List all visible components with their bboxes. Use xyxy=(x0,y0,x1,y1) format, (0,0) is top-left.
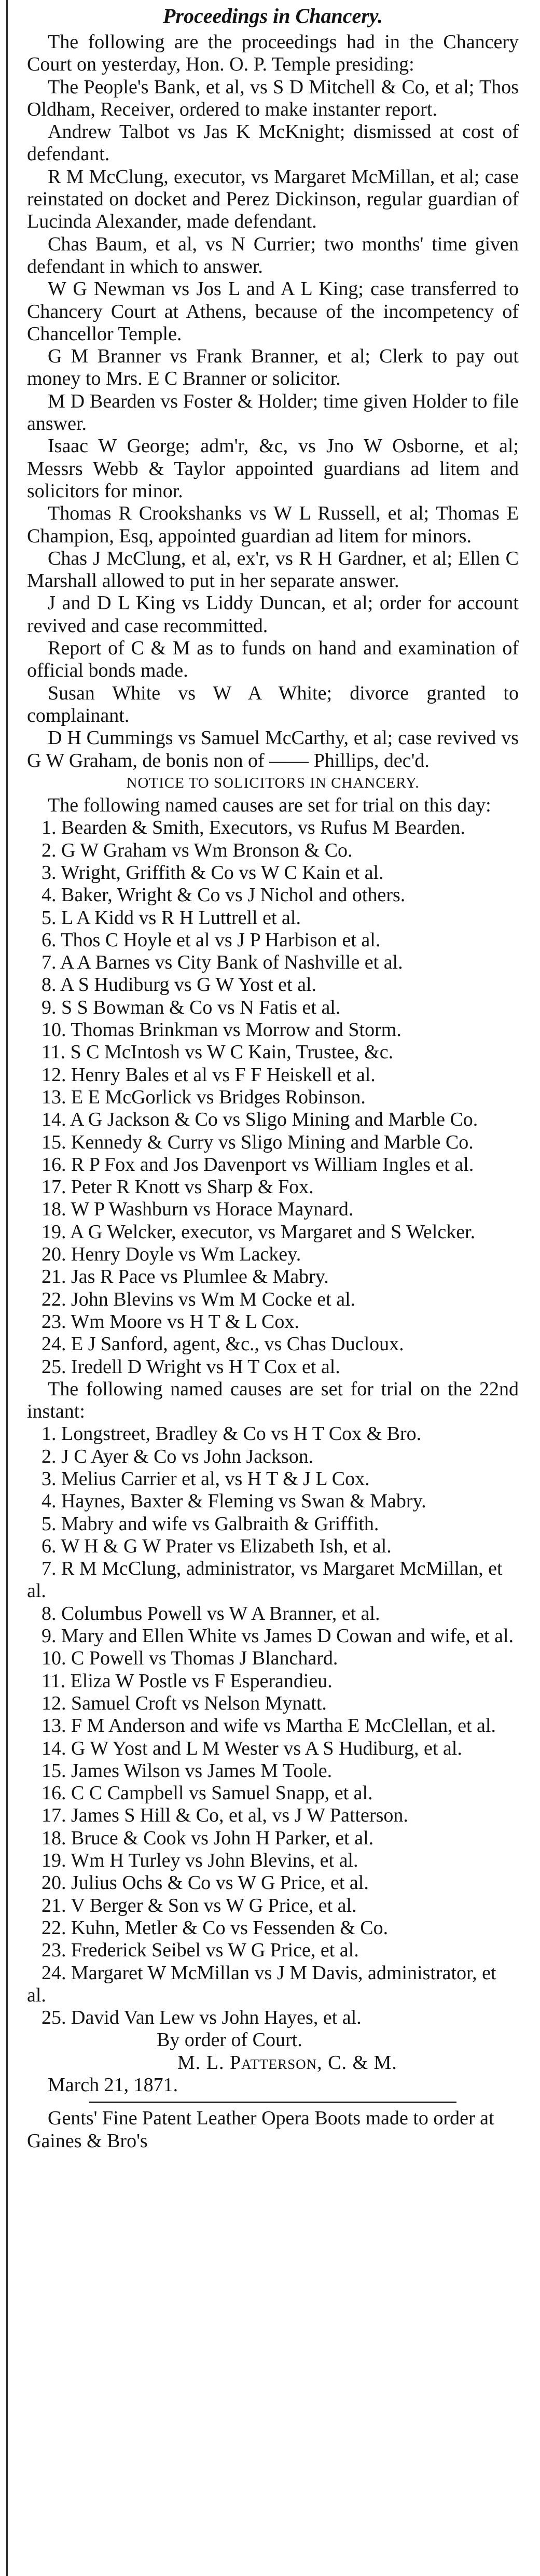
trial-cause-item: 22. John Blevins vs Wm M Cocke et al. xyxy=(41,1288,356,1310)
trial-cause-item: 23. Wm Moore vs H T & L Cox. xyxy=(41,1310,299,1333)
proceeding-paragraph: M D Bearden vs Foster & Holder; time given Holder to file answer. xyxy=(27,390,519,435)
first-list-intro: The following named causes are set for trial on this day: xyxy=(48,794,491,817)
trial-cause-item: 17. Peter R Knott vs Sharp & Fox. xyxy=(41,1176,314,1198)
trial-cause-item: 4. Baker, Wright & Co vs J Nichol and others. xyxy=(41,884,406,906)
trial-cause-item: 15. James Wilson vs James M Toole. xyxy=(41,1759,333,1782)
second-list-intro: The following named causes are set for trial on the 22nd instant: xyxy=(27,1378,519,1423)
trial-cause-item: 1. Longstreet, Bradley & Co vs H T Cox & Bro. xyxy=(41,1423,422,1445)
trial-cause-item: 3. Melius Carrier et al, vs H T & J L Cox. xyxy=(41,1468,370,1490)
trial-cause-item: 18. W P Washburn vs Horace Maynard. xyxy=(41,1198,354,1221)
trial-cause-item: 14. G W Yost and L M Wester vs A S Hudiburg, et al. xyxy=(41,1737,462,1759)
trial-cause-item: 8. A S Hudiburg vs G W Yost et al. xyxy=(41,974,316,996)
trial-cause-item: 23. Frederick Seibel vs W G Price, et al. xyxy=(41,1939,359,1962)
proceeding-paragraph: Susan White vs W A White; divorce granted to complainant. xyxy=(27,682,519,726)
trial-cause-item: 20. Henry Doyle vs Wm Lackey. xyxy=(41,1243,301,1266)
proceeding-paragraph: Thomas R Crookshanks vs W L Russell, et al; Thomas E Champion, Esq, appointed guardian ad litem for minors. xyxy=(27,502,519,547)
trial-cause-item: 9. Mary and Ellen White vs James D Cowan and wife, et al. xyxy=(41,1625,514,1647)
trial-cause-item: 7. A A Barnes vs City Bank of Nashville et al. xyxy=(41,951,403,974)
proceeding-paragraph: The following are the proceedings had in the Chancery Court on yesterday, Hon. O. P. Temple presiding: xyxy=(27,31,519,76)
proceeding-paragraph: G M Branner vs Frank Branner, et al; Clerk to pay out money to Mrs. E C Branner or solicitor. xyxy=(27,345,519,390)
trial-cause-item: 13. E E McGorlick vs Bridges Robinson. xyxy=(41,1086,366,1108)
proceeding-paragraph: The People's Bank, et al, vs S D Mitchell & Co, et al; Thos Oldham, Receiver, ordered to make instanter report. xyxy=(27,76,519,120)
trial-cause-item: 24. Margaret W McMillan vs J M Davis, administrator, et al. xyxy=(27,1962,496,2006)
trial-cause-item: 7. R M McClung, administrator, vs Margaret McMillan, et al. xyxy=(27,1558,503,1602)
trial-cause-item: 5. L A Kidd vs R H Luttrell et al. xyxy=(41,906,301,929)
trial-cause-item: 21. V Berger & Son vs W G Price, et al. xyxy=(41,1894,357,1916)
trial-cause-item: 16. R P Fox and Jos Davenport vs William Ingles et al. xyxy=(41,1153,474,1175)
column-rule xyxy=(6,0,8,2576)
first-trial-list xyxy=(27,817,519,1378)
proceeding-paragraph: R M McClung, executor, vs Margaret McMillan, et al; case reinstated on docket and Perez Dickinson, regular guardian of Lucinda Alexander, made defendant. xyxy=(27,165,519,233)
proceeding-paragraph: Isaac W George; adm'r, &c, vs Jno W Osborne, et al; Messrs Webb & Taylor appointed guardians ad litem and solicitors for minor. xyxy=(27,435,519,502)
trial-cause-item: 12. Samuel Croft vs Nelson Mynatt. xyxy=(41,1692,327,1714)
notice-heading: NOTICE TO SOLICITORS IN CHANCERY. xyxy=(126,774,420,791)
trial-cause-item: 10. Thomas Brinkman vs Morrow and Storm. xyxy=(41,1019,401,1041)
trial-cause-item: 2. J C Ayer & Co vs John Jackson. xyxy=(41,1445,314,1467)
trial-cause-item: 24. E J Sanford, agent, &c., vs Chas Ducloux. xyxy=(41,1333,404,1355)
trial-cause-item: 11. Eliza W Postle vs F Esperandieu. xyxy=(41,1670,333,1692)
trial-cause-item: 11. S C McIntosh vs W C Kain, Trustee, &c. xyxy=(41,1041,394,1063)
trial-cause-item: 1. Bearden & Smith, Executors, vs Rufus M Bearden. xyxy=(41,817,465,839)
trial-cause-item: 20. Julius Ochs & Co vs W G Price, et al. xyxy=(41,1872,369,1894)
order-line: By order of Court. xyxy=(157,2029,302,2051)
trial-cause-item: 12. Henry Bales et al vs F F Heiskell et al. xyxy=(41,1063,376,1086)
proceeding-paragraph: J and D L King vs Liddy Duncan, et al; order for account revived and case recommitted. xyxy=(27,592,519,637)
proceeding-paragraph: W G Newman vs Jos L and A L King; case transferred to Chancery Court at Athens, because of the incompetency of Chancellor Temple. xyxy=(27,278,519,345)
article-title: Proceedings in Chancery. xyxy=(162,4,383,27)
trial-cause-item: 19. A G Welcker, executor, vs Margaret and S Welcker. xyxy=(41,1221,476,1243)
trial-cause-item: 5. Mabry and wife vs Galbraith & Griffith. xyxy=(41,1513,379,1535)
trial-cause-item: 16. C C Campbell vs Samuel Snapp, et al. xyxy=(41,1782,373,1804)
trial-cause-item: 25. David Van Lew vs John Hayes, et al. xyxy=(41,2007,362,2029)
trial-cause-item: 18. Bruce & Cook vs John H Parker, et al. xyxy=(41,1827,374,1849)
advertisement-fragment: Gents' Fine Patent Leather Opera Boots made to order at Gaines & Bro's xyxy=(27,2107,494,2152)
proceeding-paragraph: Chas J McClung, et al, ex'r, vs R H Gardner, et al; Ellen C Marshall allowed to put in her separate answer. xyxy=(27,547,519,592)
trial-cause-item: 4. Haynes, Baxter & Fleming vs Swan & Mabry. xyxy=(41,1490,426,1513)
trial-cause-item: 6. Thos C Hoyle et al vs J P Harbison et al. xyxy=(41,929,381,951)
trial-cause-item: 19. Wm H Turley vs John Blevins, et al. xyxy=(41,1850,358,1872)
trial-cause-item: 8. Columbus Powell vs W A Branner, et al. xyxy=(41,1602,380,1625)
trial-cause-item: 17. James S Hill & Co, et al, vs J W Patterson. xyxy=(41,1804,408,1827)
proceeding-paragraph: D H Cummings vs Samuel McCarthy, et al; case revived vs G W Graham, de bonis non of —— Phillips, dec'd. xyxy=(27,727,519,772)
trial-cause-item: 9. S S Bowman & Co vs N Fatis et al. xyxy=(41,996,341,1018)
trial-cause-item: 21. Jas R Pace vs Plumlee & Mabry. xyxy=(41,1266,329,1288)
article-column xyxy=(27,3,519,2152)
trial-cause-item: 3. Wright, Griffith & Co vs W C Kain et al. xyxy=(41,861,384,884)
trial-cause-item: 15. Kennedy & Curry vs Sligo Mining and Marble Co. xyxy=(41,1131,474,1153)
intro-paragraphs xyxy=(27,31,519,772)
trial-cause-item: 22. Kuhn, Metler & Co vs Fessenden & Co. xyxy=(41,1916,389,1939)
trial-cause-item: 2. G W Graham vs Wm Bronson & Co. xyxy=(41,839,353,861)
divider xyxy=(89,2102,456,2103)
date-line: March 21, 1871. xyxy=(48,2074,178,2096)
trial-cause-item: 14. A G Jackson & Co vs Sligo Mining and Marble Co. xyxy=(41,1109,478,1131)
trial-cause-item: 10. C Powell vs Thomas J Blanchard. xyxy=(41,1647,338,1670)
trial-cause-item: 6. W H & G W Prater vs Elizabeth Ish, et al. xyxy=(41,1535,392,1557)
trial-cause-item: 25. Iredell D Wright vs H T Cox et al. xyxy=(41,1355,340,1378)
signature-line: M. L. Patterson, C. & M. xyxy=(177,2051,397,2074)
proceeding-paragraph: Report of C & M as to funds on hand and examination of official bonds made. xyxy=(27,637,519,682)
second-trial-list xyxy=(27,1423,519,2029)
proceeding-paragraph: Chas Baum, et al, vs N Currier; two months' time given defendant in which to answer. xyxy=(27,233,519,277)
proceeding-paragraph: Andrew Talbot vs Jas K McKnight; dismissed at cost of defendant. xyxy=(27,121,519,165)
trial-cause-item: 13. F M Anderson and wife vs Martha E McClellan, et al. xyxy=(41,1715,496,1737)
